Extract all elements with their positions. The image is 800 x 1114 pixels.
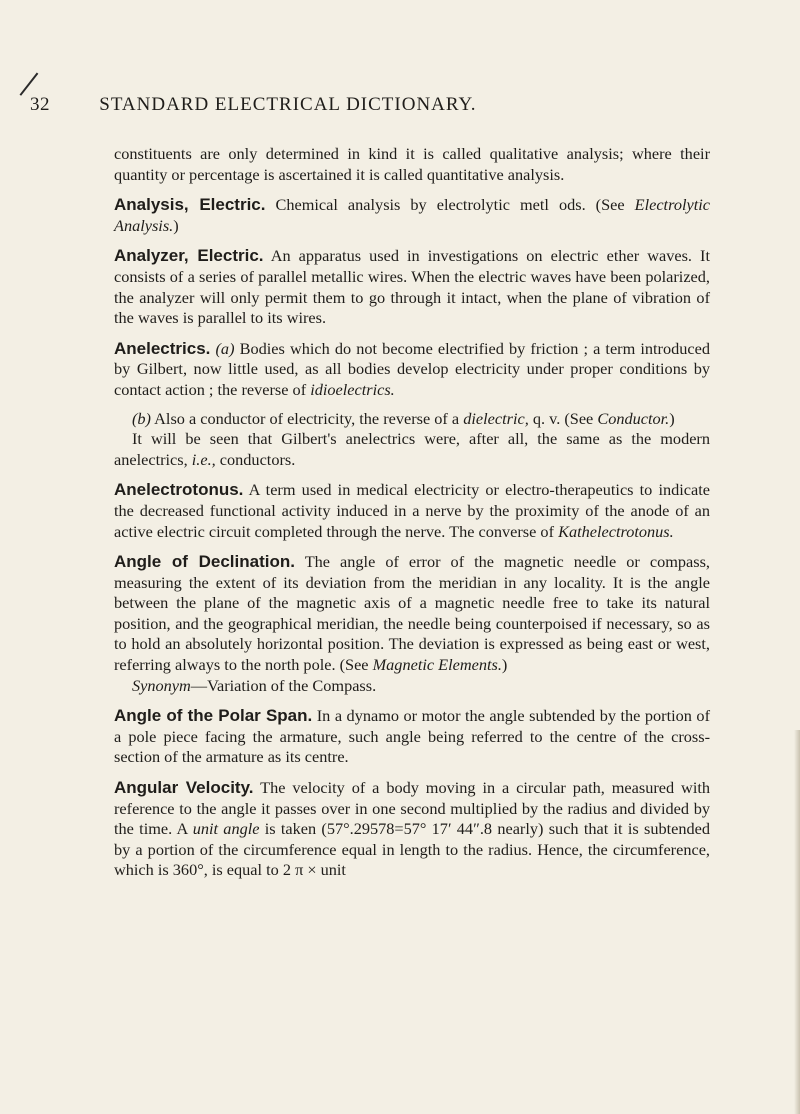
sense-label-a: (a)	[215, 338, 235, 358]
entry-text: In a dynamo or motor the angle subtended by the portion of a pole piece facing the armature, such angle being referred to the centre of the cross-section of the armature as its centre.	[114, 706, 710, 767]
cross-reference: Magnetic Elements.	[372, 655, 502, 675]
entry-angular-velocity	[114, 778, 710, 881]
entry-angle-of-declination	[114, 552, 710, 676]
cross-reference: i.e.,	[191, 449, 216, 469]
entry-angle-of-polar-span	[114, 706, 710, 768]
entry-analysis-electric	[114, 195, 710, 236]
entry-angle-of-declination-synonym	[114, 676, 710, 697]
sense-label-b: (b)	[132, 408, 151, 428]
entry-anelectrotonus	[114, 480, 710, 542]
entry-text: conductors.	[215, 449, 296, 469]
entry-analyzer-electric	[114, 246, 710, 328]
entry-text-tail: )	[669, 408, 675, 428]
page-edge-shadow	[794, 730, 800, 1114]
page-number: 32	[30, 94, 50, 115]
cross-reference: unit angle	[192, 819, 260, 839]
entry-text: The angle of error of the magnetic needle or compass, measuring the extent of its deviation from the meridian in any locality. It is the angle between the plane of the magnetic axis of a magnetic needle free to take its natural position, and the geographical meridian, the needle being counterpoised if necessary, so as to hold an absolutely horizontal position. The deviation is expressed as being east or west, referring always to the north pole. (See	[114, 552, 710, 675]
cross-reference: Electrolytic Analysis.	[114, 195, 710, 235]
entry-text: Also a conductor of electricity, the reverse of a	[154, 408, 464, 428]
entry-anelectrics	[114, 339, 710, 401]
headword: Angular Velocity.	[114, 778, 254, 798]
entry-analysis-continuation	[114, 144, 710, 185]
entry-text: A term used in medical electricity or electro-therapeutics to indicate the decreased functional activity induced in a nerve by the proximity of the anode of an active electric circuit completed through the nerve. The converse of	[114, 480, 711, 541]
cross-reference: Conductor.	[597, 408, 670, 428]
cross-reference: dielectric,	[463, 408, 529, 428]
headword: Anelectrics.	[114, 338, 211, 358]
cross-reference: idioelectrics.	[310, 379, 395, 399]
entry-text: constituents are only determined in kind it is called qualitative analysis; where their quantity or percentage is ascertained it is called quantitative analysis.	[114, 144, 710, 184]
entry-text: It will be seen that Gilbert's anelectrics were, after all, the same as the modern anelectrics,	[114, 429, 710, 469]
cross-reference: Kathelectrotonus.	[558, 521, 674, 541]
entry-text-tail: )	[173, 215, 179, 235]
entry-text-tail: )	[501, 655, 508, 675]
entry-text: Chemical analysis by electrolytic metl ods. (See	[275, 195, 635, 215]
running-head: STANDARD ELECTRICAL DICTIONARY.	[99, 94, 477, 115]
synonym-label: Synonym	[132, 675, 191, 695]
entry-anelectrics-note	[114, 429, 710, 470]
entry-anelectrics-sense-b	[114, 409, 710, 430]
entry-text: An apparatus used in investigations on electric ether waves. It consists of a series of parallel metallic wires. When the electric waves have been polarized, the analyzer will only permit them to go through it intact, when the plane of vibration of the waves is parallel to its wires.	[114, 246, 710, 328]
page-header	[30, 94, 690, 116]
headword: Anelectrotonus.	[114, 480, 244, 500]
page-body	[114, 144, 710, 891]
headword: Analysis, Electric.	[114, 195, 266, 215]
headword: Analyzer, Electric.	[114, 246, 264, 266]
synonym-text: —Variation of the Compass.	[190, 675, 377, 695]
headword: Angle of Declination.	[114, 552, 295, 572]
entry-text: Bodies which do not become electrified by friction ; a term introduced by Gilbert, now little used, as all bodies develop electricity under proper conditions by contact action ; the reverse of	[114, 338, 710, 399]
entry-text: is taken (57°.29578=57° 17′ 44″.8 nearly) such that it is subtended by a portion of the circumference equal in length to the radius. Hence, the circumference, which is 360°, is equal to 2 π × unit	[114, 819, 711, 880]
entry-text: q. v. (See	[528, 408, 598, 428]
margin-pencil-mark	[20, 73, 38, 96]
headword: Angle of the Polar Span.	[114, 706, 313, 726]
entry-text: The velocity of a body moving in a circular path, measured with reference to the angle it passes over in one second multiplied by the radius and divided by the time. A	[114, 778, 711, 839]
